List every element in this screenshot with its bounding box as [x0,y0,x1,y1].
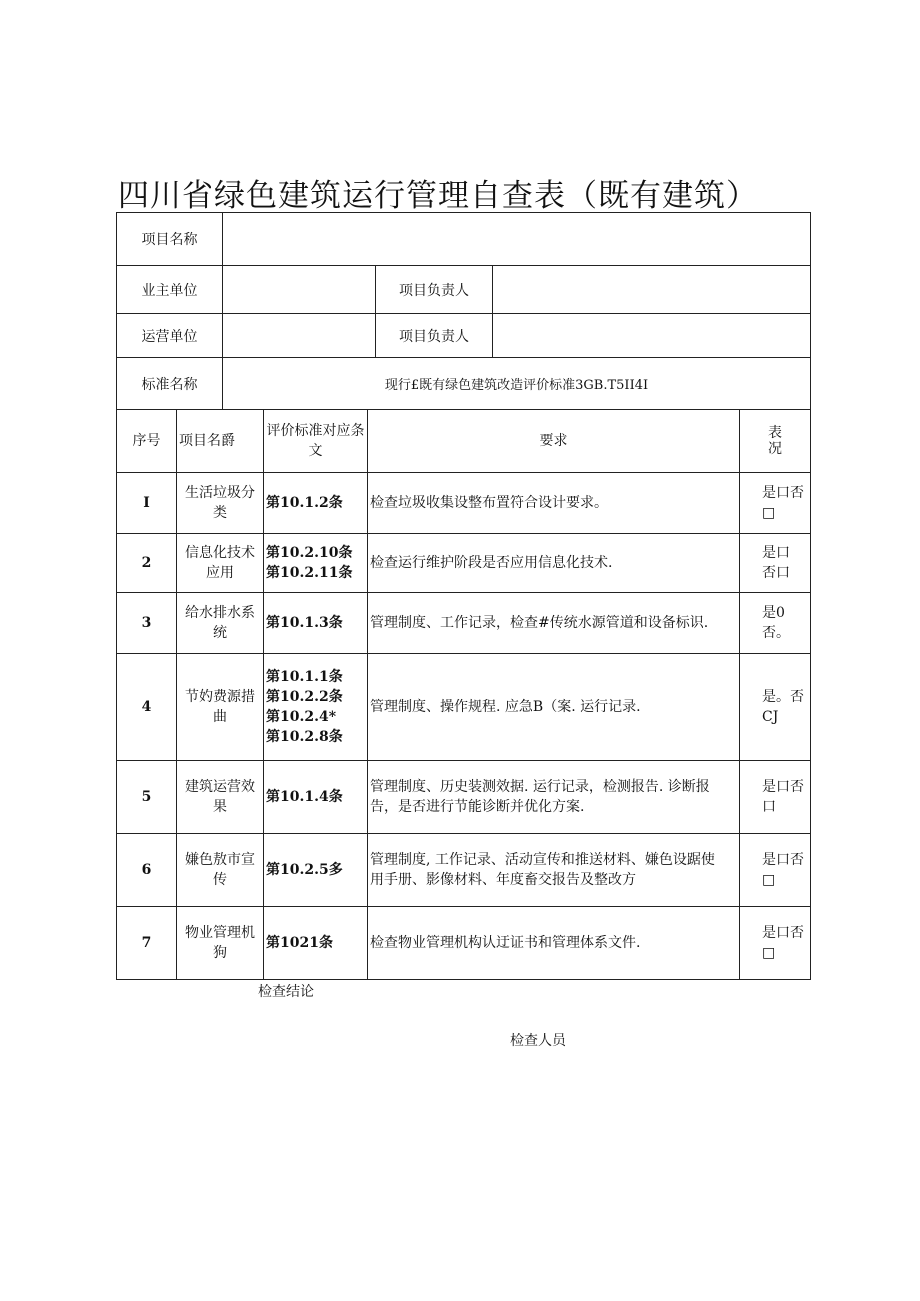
project-info-table [116,212,811,410]
checklist-table [116,409,811,980]
table-row [117,473,811,534]
conclusion-label: 检查结论 [258,984,314,1000]
row-clause [264,834,368,907]
row-item-name: 信息化技术应用 [177,534,264,593]
clause-line: 第10.2.10条 [266,545,353,561]
col-header-clause: 评价标准对应条文 [264,410,368,473]
table-row [117,654,811,761]
row-clause [264,761,368,834]
status-checkbox-line[interactable]: □ [762,945,776,961]
row-requirement: 检查垃圾收集设整布置符合设计要求。 [368,473,740,534]
row-requirement: 检查物业管理机构认迂证书和管理体系文件. [368,907,740,980]
operator-manager-label: 项目负责人 [376,314,493,358]
standard-label: 标准名称 [117,358,223,410]
status-checkbox-line[interactable]: 是口否 [762,485,804,501]
clause-line: 第10.1.3条 [266,615,343,631]
row-clause [264,534,368,593]
clause-line: 第10.2.8条 [266,729,343,745]
clause-line: 第10.1.4条 [266,789,343,805]
row-requirement: 管理制度, 工作记录、活动宣传和推送材料、嫌色设踞使用手册、影像材料、年度畜交报告及整改方 [368,834,740,907]
clause-line: 第10.1.2条 [266,495,343,511]
status-checkbox-line[interactable]: 是。否 [762,689,804,705]
clause-line: 第10.2.11条 [266,565,353,581]
row-number: I [117,473,177,534]
status-checkbox-line[interactable]: 是0 [762,605,785,621]
row-number: 5 [117,761,177,834]
row-number: 7 [117,907,177,980]
operator-label: 运营单位 [117,314,223,358]
row-status[interactable] [740,834,811,907]
row-number: 3 [117,593,177,654]
clause-line: 第10.1.1条 [266,669,343,685]
row-item-name: 给水排水系统 [177,593,264,654]
row-clause [264,593,368,654]
standard-value: 现行£既有绿色建筑改造评价标准3GB.T5II4I [223,358,811,410]
row-clause [264,654,368,761]
row-status[interactable] [740,907,811,980]
row-requirement: 管理制度、历史装测效据. 运行记录，检测报告. 诊断报告，是否进行节能诊断并优化方案. [368,761,740,834]
table-row [117,834,811,907]
clause-line: 第10.2.4* [266,709,337,725]
status-checkbox-line[interactable]: 否口 [762,565,790,581]
row-item-name: 建筑运营效果 [177,761,264,834]
row-requirement: 检查运行维护阶段是否应用信息化技术. [368,534,740,593]
row-clause [264,907,368,980]
status-checkbox-line[interactable]: 是口 [762,545,790,561]
clause-line: 第1021条 [266,935,333,951]
checklist-rows [117,473,811,980]
status-checkbox-line[interactable]: 口 [762,799,776,815]
row-item-name: 生活垃圾分类 [177,473,264,534]
operator-manager-field[interactable] [493,314,811,358]
row-status[interactable] [740,473,811,534]
owner-field[interactable] [223,266,376,314]
row-number: 2 [117,534,177,593]
row-number: 6 [117,834,177,907]
clause-line: 第10.2.2条 [266,689,343,705]
owner-manager-field[interactable] [493,266,811,314]
row-status[interactable] [740,593,811,654]
col-header-status: 表况 [740,410,811,473]
row-status[interactable] [740,534,811,593]
table-row [117,761,811,834]
row-item-name: 节妁费源措曲 [177,654,264,761]
project-name-field[interactable] [223,213,811,266]
row-requirement: 管理制度、操作规程. 应急B（案. 运行记录. [368,654,740,761]
status-checkbox-line[interactable]: 否。 [762,625,790,641]
row-status[interactable] [740,761,811,834]
col-header-requirement: 要求 [368,410,740,473]
status-checkbox-line[interactable]: 是口否 [762,779,804,795]
col-header-no: 序号 [117,410,177,473]
row-item-name: 嫌色敖市宣传 [177,834,264,907]
row-number: 4 [117,654,177,761]
status-checkbox-line[interactable]: 是口否 [762,852,804,868]
table-row [117,534,811,593]
page-title: 四川省绿色建筑运行管理自查表（既有建筑） [118,178,758,214]
row-clause [264,473,368,534]
status-checkbox-line[interactable]: □ [762,872,776,888]
project-name-label: 项目名称 [117,213,223,266]
owner-manager-label: 项目负责人 [376,266,493,314]
status-checkbox-line[interactable]: CJ [762,709,779,725]
row-requirement: 管理制度、工作记录，检查#传统水源管道和设备标识. [368,593,740,654]
status-checkbox-line[interactable]: 是口否 [762,925,804,941]
operator-field[interactable] [223,314,376,358]
clause-line: 第10.2.5多 [266,862,343,878]
table-row [117,907,811,980]
owner-label: 业主单位 [117,266,223,314]
col-header-name: 项目名爵 [177,410,264,473]
table-row [117,593,811,654]
status-checkbox-line[interactable]: □ [762,505,776,521]
row-item-name: 物业管理机狗 [177,907,264,980]
row-status[interactable] [740,654,811,761]
inspector-label: 检查人员 [510,1033,566,1049]
